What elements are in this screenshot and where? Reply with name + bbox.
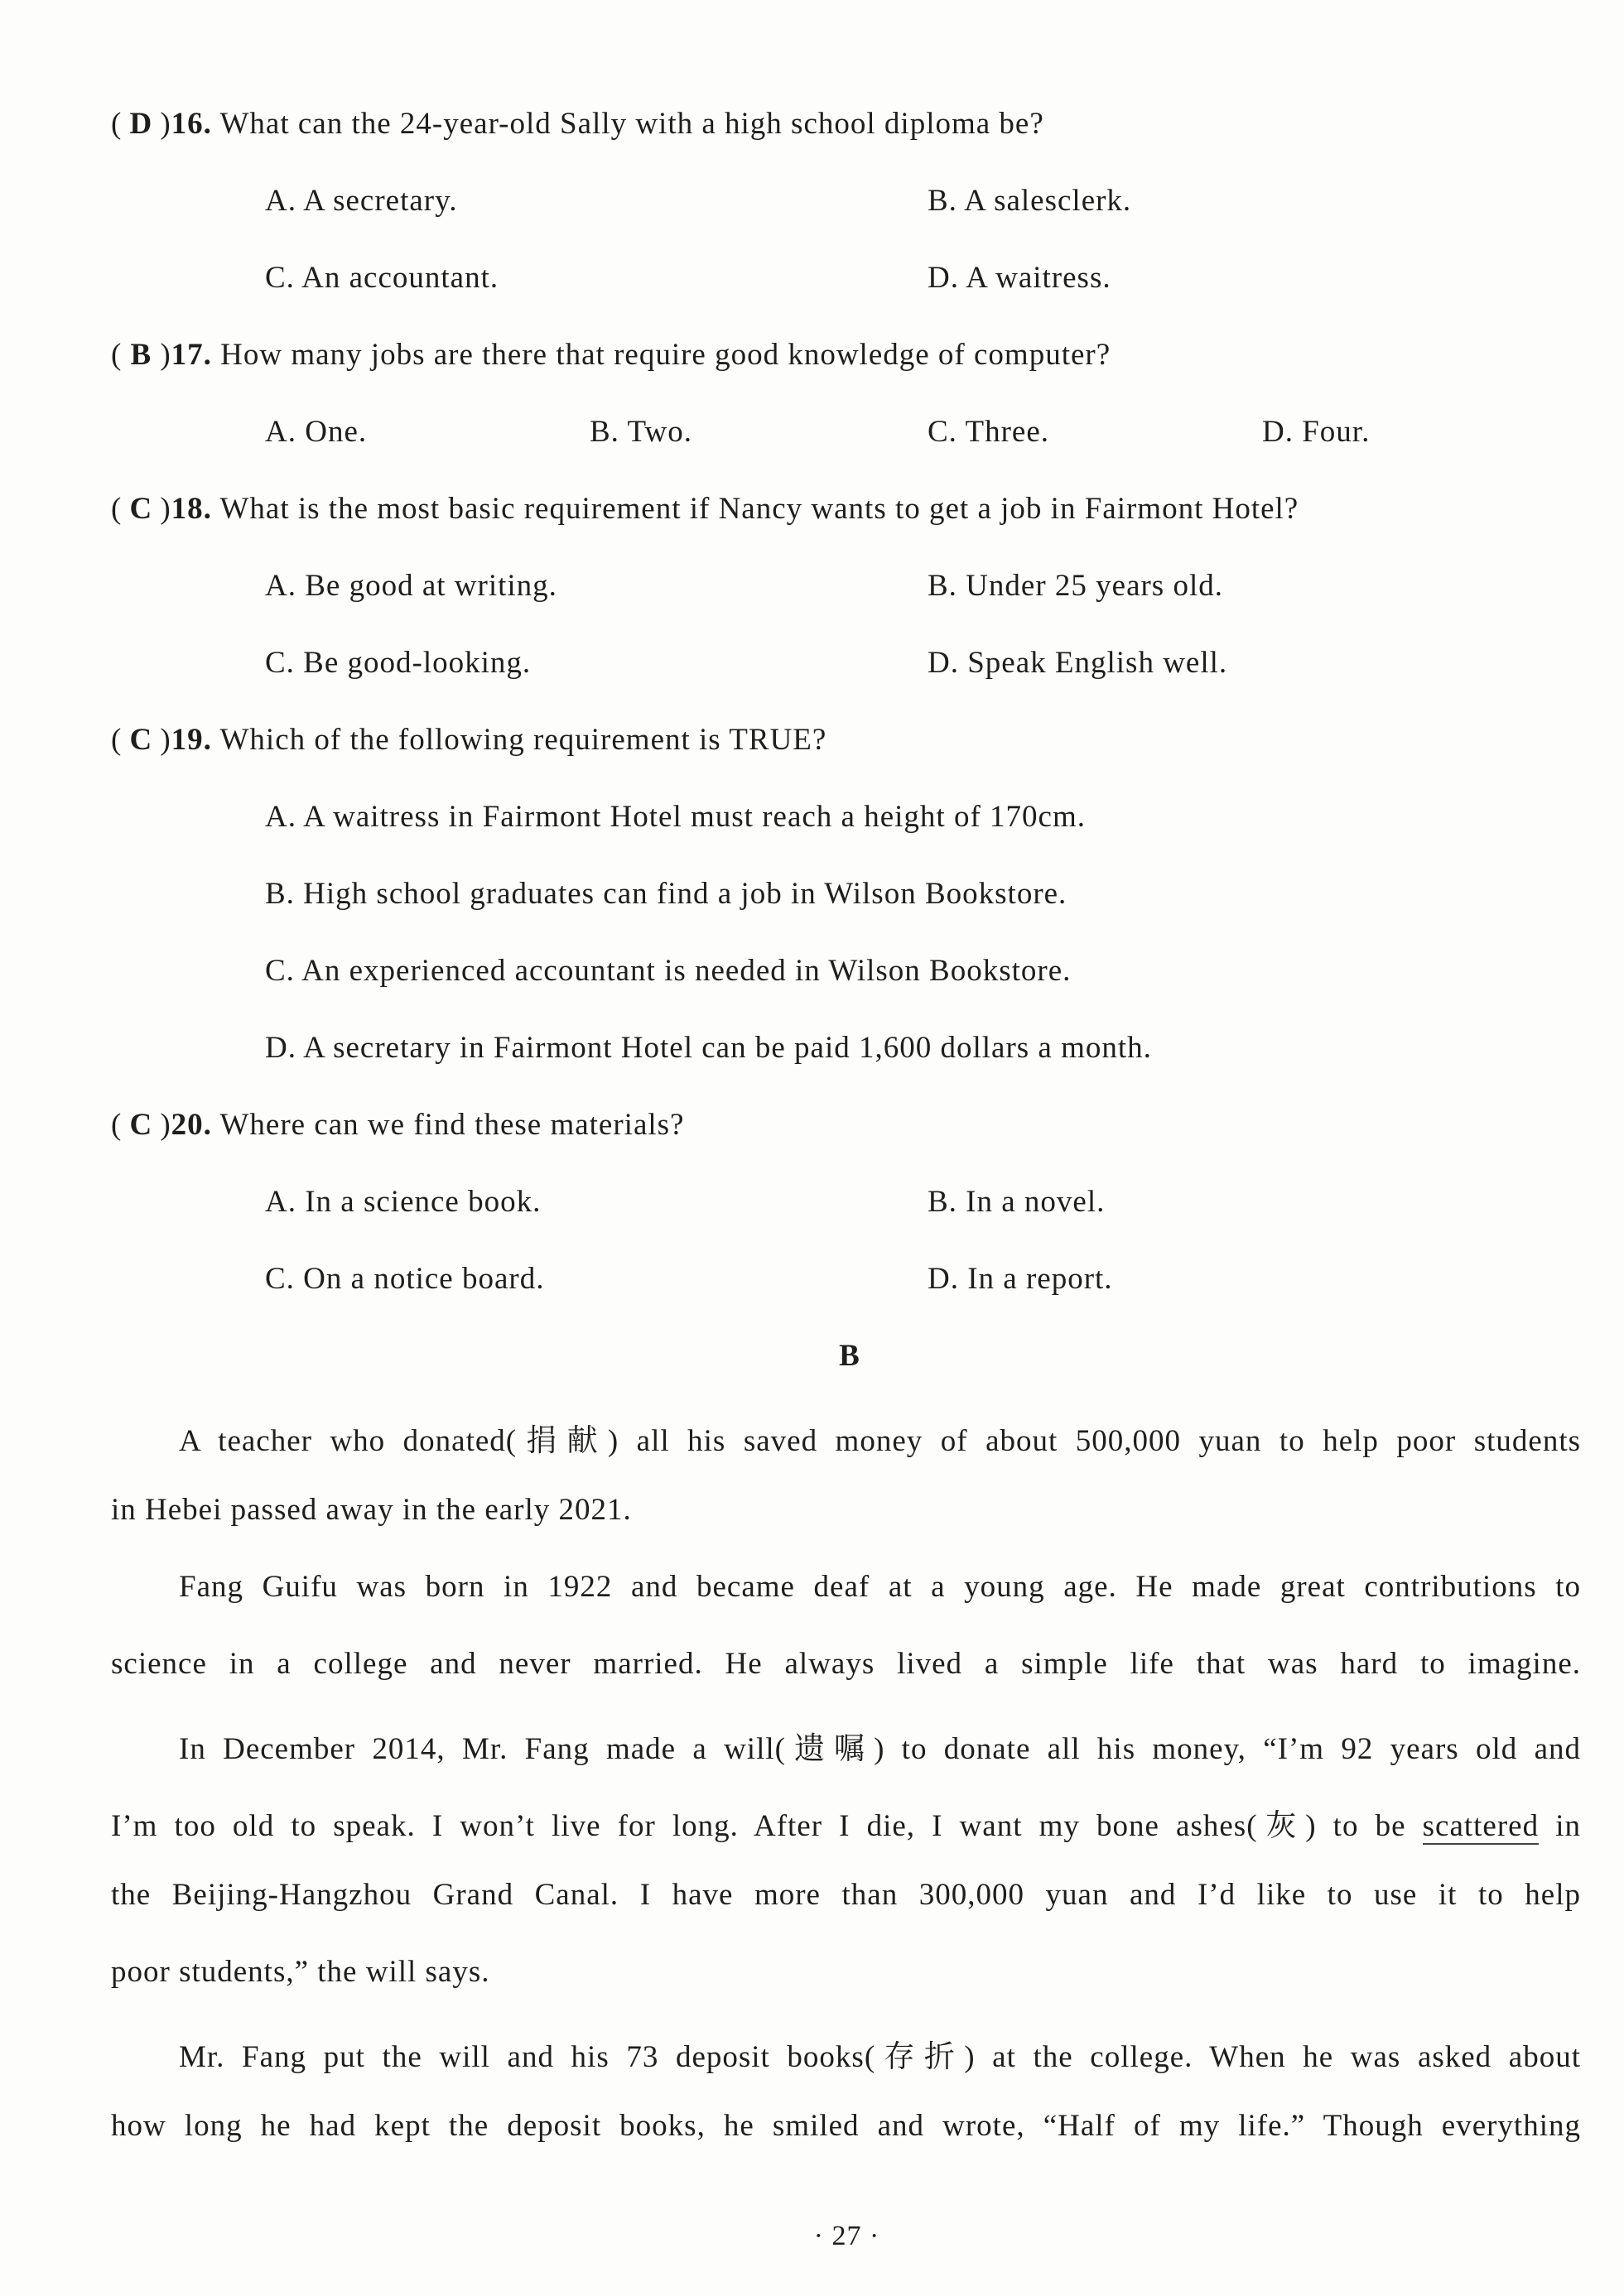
question-text: What is the most basic requirement if Nancy wants to get a job in Fairmont Hotel? [219, 492, 1299, 526]
paren-open: ( [111, 492, 123, 526]
passage-line-with-underline [111, 1800, 1581, 1845]
answer-17: B [130, 338, 152, 372]
answer-16: D [129, 107, 153, 141]
passage-line: the Beijing-Hangzhou Grand Canal. I have more than 300,000 yuan and I’d like to use it to help [111, 1878, 1581, 1912]
paren-close: ) [160, 107, 171, 141]
option-19-d: D. A secretary in Fairmont Hotel can be paid 1,600 dollars a month. [265, 1031, 1152, 1065]
option-17-a: A. One. [265, 415, 368, 449]
option-17-d: D. Four. [1262, 415, 1371, 449]
paren-open: ( [111, 338, 123, 372]
question-18 [111, 491, 1299, 527]
passage-line: Fang Guifu was born in 1922 and became deaf at a young age. He made great contributions to [179, 1570, 1581, 1604]
option-19-b: B. High school graduates can find a job in Wilson Bookstore. [265, 877, 1067, 911]
paren-close: ) [160, 1108, 171, 1142]
question-19 [111, 722, 826, 758]
question-text: What can the 24-year-old Sally with a high school diploma be? [219, 107, 1044, 141]
option-19-a: A. A waitress in Fairmont Hotel must reach a height of 170cm. [265, 800, 1086, 834]
option-16-b: B. A salesclerk. [928, 184, 1132, 218]
option-16-d: D. A waitress. [928, 261, 1111, 295]
answer-18: C [129, 492, 153, 526]
option-20-b: B. In a novel. [928, 1185, 1106, 1219]
option-19-c: C. An experienced accountant is needed in Wilson Bookstore. [265, 954, 1072, 988]
question-20 [111, 1107, 684, 1143]
option-20-c: C. On a notice board. [265, 1262, 545, 1296]
section-title: B [839, 1339, 860, 1373]
option-16-a: A. A secretary. [265, 184, 458, 218]
paren-close: ) [160, 338, 171, 372]
paren-open: ( [111, 723, 123, 757]
option-18-d: D. Speak English well. [928, 646, 1228, 680]
question-number: 19. [171, 723, 212, 757]
answer-19: C [129, 723, 153, 757]
option-18-b: B. Under 25 years old. [928, 569, 1223, 603]
option-18-a: A. Be good at writing. [265, 569, 557, 603]
passage-line: In December 2014, Mr. Fang made a will(遗嘱) to donate all his money, “I’m 92 years old and [179, 1732, 1581, 1766]
page-number: · 27 · [813, 2221, 880, 2251]
option-18-c: C. Be good-looking. [265, 646, 532, 680]
question-number: 18. [171, 492, 212, 526]
question-number: 20. [171, 1108, 212, 1142]
option-20-d: D. In a report. [928, 1262, 1113, 1296]
passage-line: science in a college and never married. He always lived a simple life that was hard to imagine. [111, 1647, 1581, 1681]
question-number: 16. [171, 107, 212, 141]
question-16 [111, 106, 1044, 142]
option-20-a: A. In a science book. [265, 1185, 542, 1219]
passage-line: how long he had kept the deposit books, he smiled and wrote, “Half of my life.” Though everything [111, 2109, 1581, 2143]
passage-line: poor students,” the will says. [111, 1955, 490, 1989]
passage-text: I’m too old to speak. I won’t live for long. After I die, I want my bone ashes(灰) to be [111, 1809, 1406, 1843]
option-17-b: B. Two. [590, 415, 692, 449]
question-number: 17. [171, 338, 212, 372]
paren-open: ( [111, 1108, 123, 1142]
option-17-c: C. Three. [928, 415, 1050, 449]
question-text: Which of the following requirement is TRUE? [219, 723, 827, 757]
question-text: Where can we find these materials? [219, 1108, 685, 1142]
passage-line: Mr. Fang put the will and his 73 deposit books(存折) at the college. When he was asked about [179, 2040, 1581, 2074]
passage-line: A teacher who donated(捐献) all his saved money of about 500,000 yuan to help poor students [179, 1424, 1581, 1458]
paren-open: ( [111, 107, 123, 141]
answer-20: C [129, 1108, 153, 1142]
option-16-c: C. An accountant. [265, 261, 499, 295]
question-text: How many jobs are there that require good knowledge of computer? [220, 338, 1111, 372]
underlined-word: scattered [1422, 1809, 1540, 1843]
paren-close: ) [160, 492, 171, 526]
paren-close: ) [160, 723, 171, 757]
question-17 [111, 337, 1111, 373]
passage-text: in [1555, 1809, 1582, 1843]
passage-line: in Hebei passed away in the early 2021. [111, 1493, 632, 1527]
